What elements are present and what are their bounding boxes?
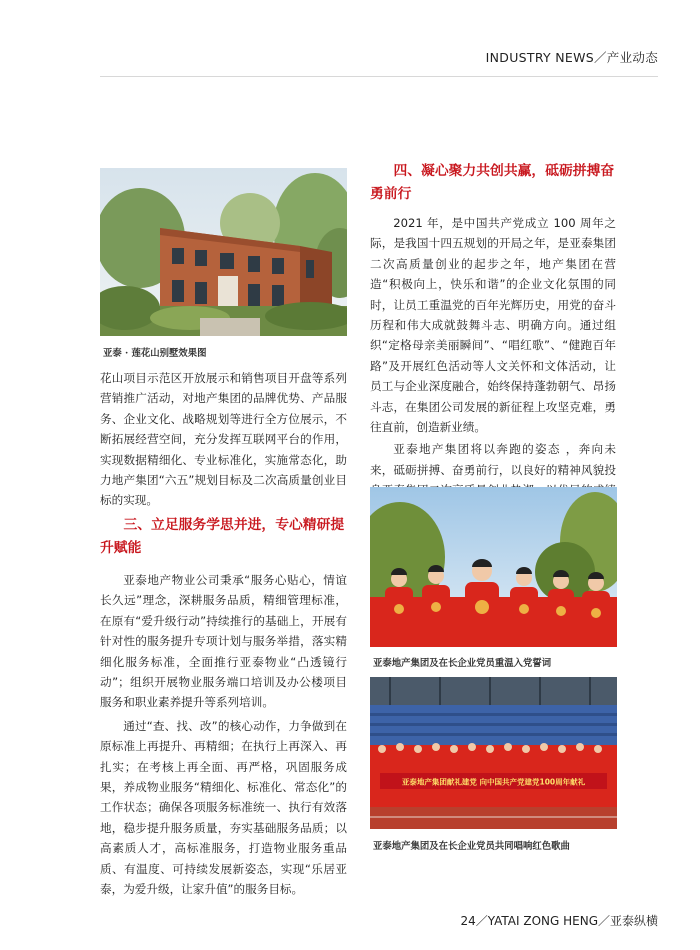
left-paragraph-1 (100, 368, 347, 511)
header-divider (100, 76, 658, 77)
right-paragraph-1: 2021 年，是中国共产党成立 100 周年之际，是我国十四五规划的开局之年，是亚泰集团二次高质量创业的起步之年，地产集团在营造“积极向上，快乐和谐”的企业文化氛围的同时，让员工重温党的百年光辉历史，用党的奋斗历程和伟大成就鼓舞斗志、明确方向。通过组织“定格母亲美丽瞬间”、“唱红歌”、“健跑百年路”及开展红色活动等人文关怀和文体活动，让员工与企业深度融合，始终保持蓬勃朝气、昂扬斗志，在集团公司发展的新征程上攻坚克难，勇往直前，创造新业绩。 (370, 216, 616, 435)
page-footer: 24／YATAI ZONG HENG／亚泰纵横 (460, 914, 658, 928)
section-three-heading: 三、立足服务学思并进，专心精研提升赋能 (100, 517, 345, 556)
left-paragraph-2: 亚泰地产物业公司秉承“服务心贴心，情谊长久远”理念，深耕服务品质，精细管理标准，在原有“爱升级行动”持续推行的基础上，开展有针对性的服务提升专项计划与服务举措，落实精细化服务标准，全面推行亚泰物业“凸透镜行动”；组织开展物业服务端口培训及办公楼项目服务和职业素养提升等系列培训。 (100, 573, 347, 710)
red-songs-photo (370, 677, 617, 829)
left-body (100, 570, 347, 900)
oath-photo-caption: 亚泰地产集团及在长企业党员重温入党誓词 (373, 658, 552, 669)
left-paragraph-3: 通过“查、找、改”的核心动作，力争做到在原标准上再提升、再精细；在执行上再深入、再扎实；在考核上再全面、再严格，巩固服务成果，养成物业服务“精细化、标准化、常态化”的工作状态；确保各项服务标准统一、执行有效落地，稳步提升服务质量，夯实基础服务品质；以高素质人才，高标准服务，打造物业服务重品质、有温度、可持续发展新姿态，实现“乐居亚泰，为爱升级，让家升值”的服务目标。 (100, 718, 347, 897)
right-paragraph-2: 亚泰地产集团将以奔跑的姿态 ，奔向未来，砥砺拼搏、奋勇前行，以良好的精神风貌投 (370, 442, 616, 477)
left-paragraph-1-text: 花山项目示范区开放展示和销售项目开盘等系列营销推广活动，对地产集团的品牌优势、产品服务、企业文化、战略规划等进行全方位展示，不断拓展经营空间，充分发挥互联网平台的作用，实现数据精细化、专业标准化，实施常态化，助力地产集团“六五”规划目标及二次高质量创业目标的实现。 (100, 371, 347, 508)
villa-photo-caption: 亚泰 · 莲花山别墅效果图 (103, 348, 207, 359)
villa-rendering-photo (100, 168, 347, 336)
oath-ceremony-photo (370, 487, 617, 647)
banner-text: 亚泰地产集团献礼建党 向中国共产党建党100周年献礼 (401, 777, 586, 787)
right-body (370, 213, 616, 521)
red-songs-photo-caption: 亚泰地产集团及在长企业党员共同唱响红色歌曲 (373, 841, 570, 852)
page-header-title: INDUSTRY NEWS／产业动态 (485, 50, 658, 65)
section-four-heading: 四、凝心聚力共创共赢，砥砺拼搏奋勇前行 (370, 163, 615, 202)
